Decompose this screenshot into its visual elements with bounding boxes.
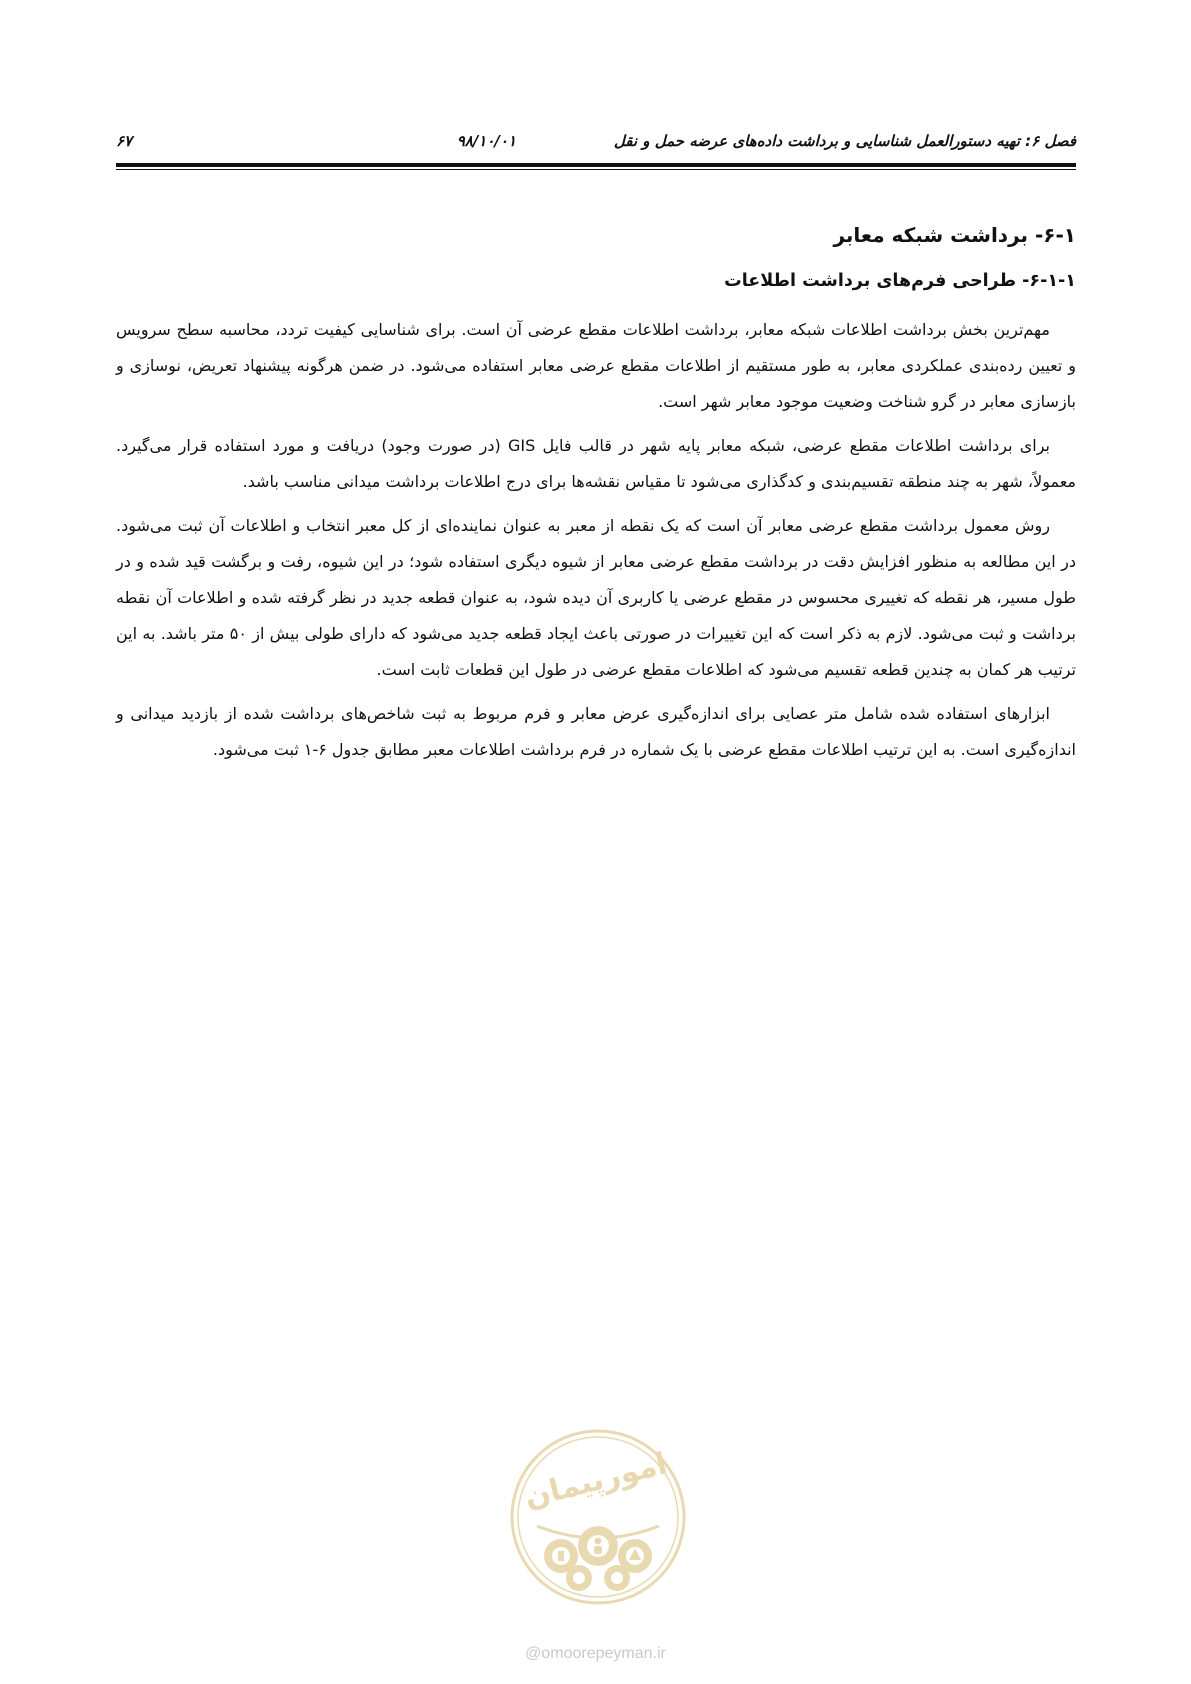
header-rule-thin bbox=[116, 169, 1076, 170]
running-header bbox=[116, 128, 1076, 154]
watermark-seal-logo bbox=[509, 1428, 687, 1606]
page-number: ۶۷ bbox=[116, 132, 133, 150]
paragraph: برای برداشت اطلاعات مقطع عرضی، شبکه معابر پایه شهر در قالب فایل GIS (در صورت وجود) دریافت و مورد استفاده قرار می‌گیرد. معمولاً، شهر به چند منطقه تقسیم‌بندی و کدگذاری می‌شود تا مقیاس نقشه‌ها برای درج اطلاعات برداشت میدانی مناسب باشد. bbox=[116, 436, 1076, 491]
paragraph: روش معمول برداشت مقطع عرضی معابر آن است که یک نقطه از معبر به عنوان نماینده‌ای از کل معبر انتخاب و اطلاعات آن ثبت می‌شود. در این مطالعه به منظور افزایش دقت در برداشت مقطع عرضی معابر از شیوه دیگری استفاده شود؛ در این شیوه، رفت و برگشت قید شده و در طول مسیر، هر نقطه که تغییری محسوس در مقطع عرضی یا کاربری آن دیده شود، به عنوان قطعه جدید در نظر گرفته شده و اطلاعات آن نقطه برداشت و ثبت می‌شود. لازم به ذکر است که این تغییرات در صورتی باعث ایجاد قطعه جدید می‌شود که دارای طولی بیش از ۵۰ متر باشد. به این ترتیب هر کمان به چندین قطعه تقسیم می‌شود که اطلاعات مقطع عرضی در طول این قطعات ثابت است. bbox=[116, 516, 1076, 679]
svg-text:امورپیمان: امورپیمان bbox=[520, 1446, 671, 1516]
watermark-handle: @omoorepeyman.ir bbox=[525, 1645, 666, 1662]
header-date: ۹۸/۱۰/۰۱ bbox=[456, 132, 516, 150]
paragraph: مهم‌ترین بخش برداشت اطلاعات شبکه معابر، برداشت اطلاعات مقطع عرضی آن است. برای شناسایی کیفیت تردد، محاسبه سطح سرویس و تعیین رده‌بندی عملکردی معابر، به طور مستقیم از اطلاعات مقطع عرضی معابر استفاده می‌شود. در ضمن هرگونه پیشنهاد تعریض، نوسازی و بازسازی معابر در گرو شناخت وضعیت موجود معابر شهر است. bbox=[116, 320, 1076, 411]
section-heading: ۶-۱- برداشت شبکه معابر bbox=[833, 223, 1076, 247]
chapter-title: فصل ۶: تهیه دستورالعمل شناسایی و برداشت داده‌های عرضه حمل و نقل bbox=[613, 132, 1076, 150]
subsection-heading: ۶-۱-۱- طراحی فرم‌های برداشت اطلاعات bbox=[724, 271, 1076, 291]
document-body bbox=[116, 212, 1076, 776]
paragraph: ابزارهای استفاده شده شامل متر عصایی برای اندازه‌گیری عرض معابر و فرم مربوط به ثبت شاخص‌های برداشت شده از بازدید میدانی و اندازه‌گیری است. به این ترتیب اطلاعات مقطع عرضی با یک شماره در فرم برداشت اطلاعات معبر مطابق جدول ۶-۱ ثبت می‌شود. bbox=[116, 704, 1076, 759]
header-rule-thick bbox=[116, 163, 1076, 167]
